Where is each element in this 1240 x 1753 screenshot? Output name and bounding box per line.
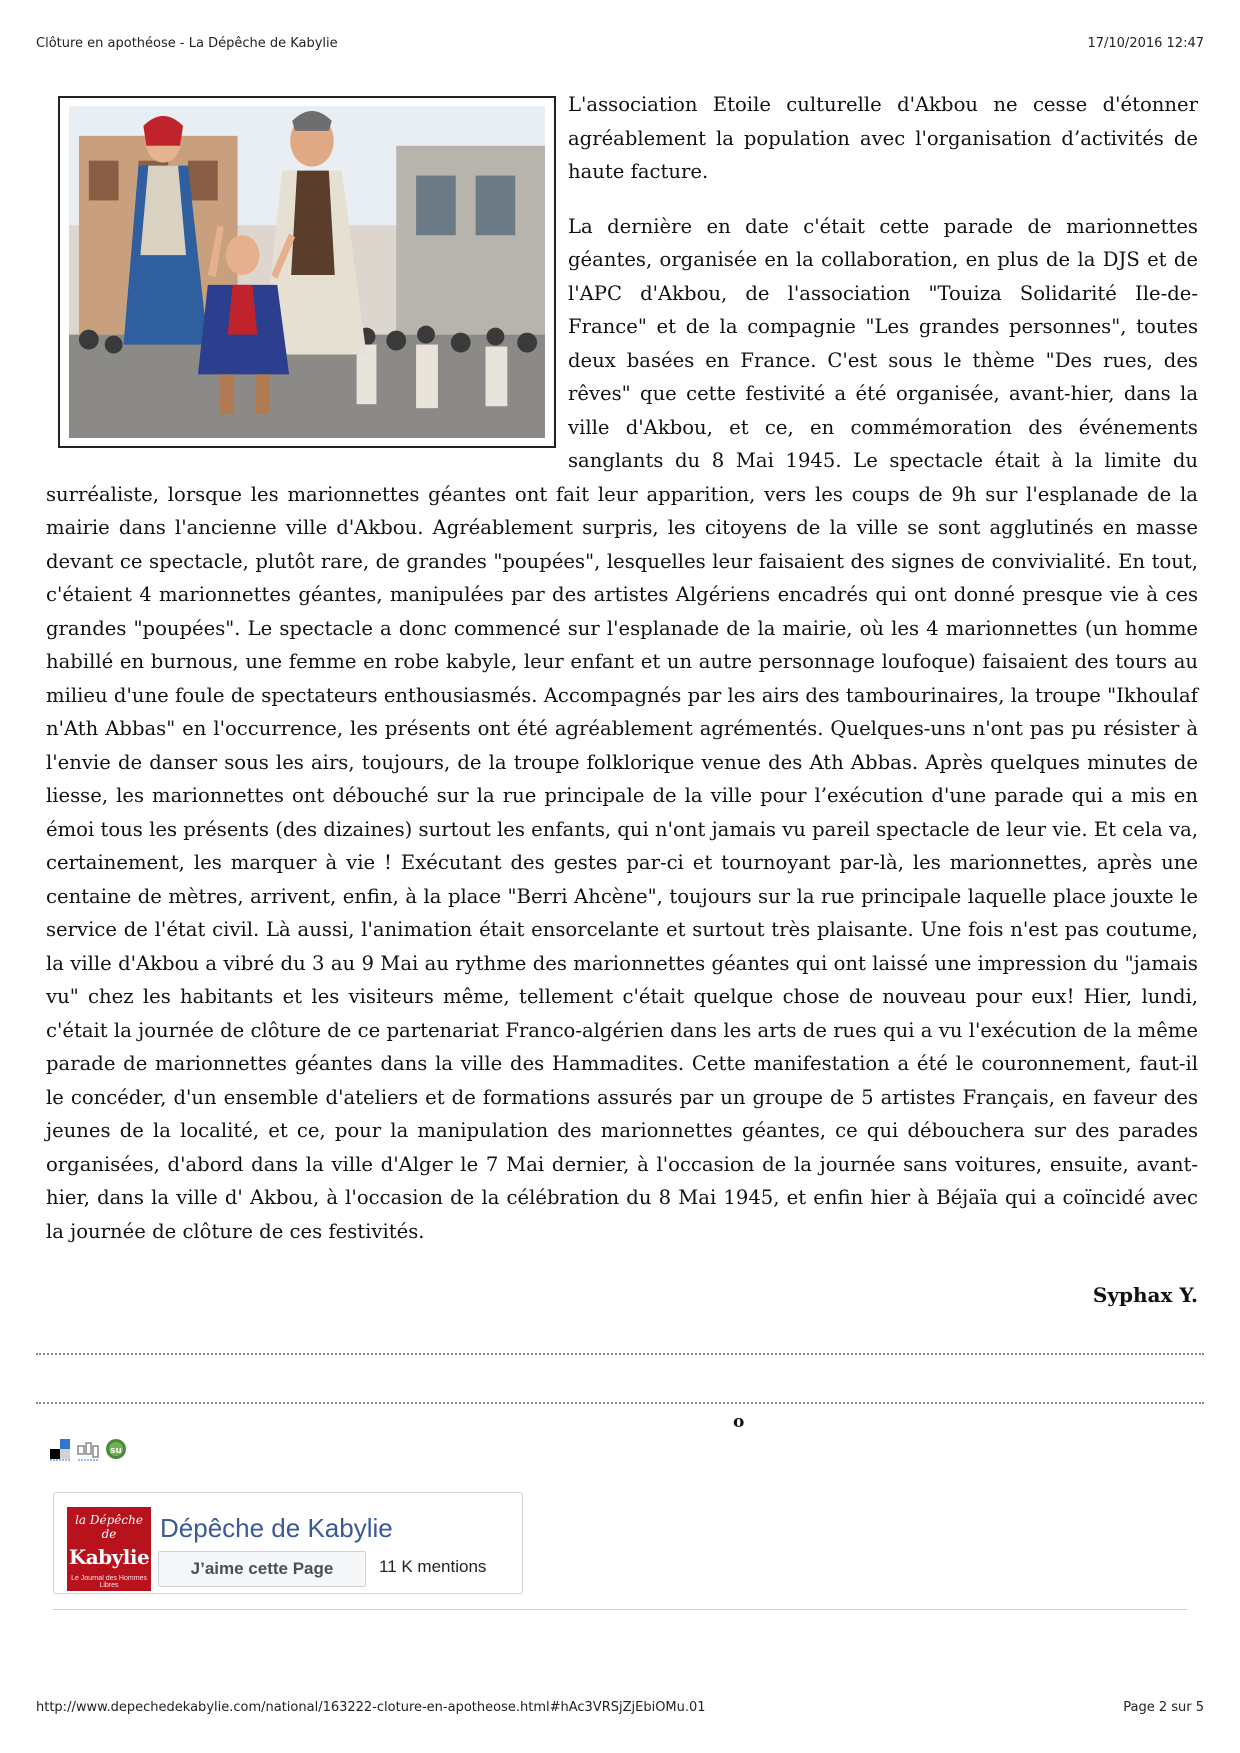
depeche-logo[interactable] xyxy=(67,1507,151,1591)
giant-puppets-photo xyxy=(69,106,545,438)
facebook-page-name[interactable]: Dépêche de Kabylie xyxy=(160,1513,393,1543)
logo-line-3: Le Journal des Hommes Libres xyxy=(71,1575,147,1589)
article-paragraph-main: La dernière en date c'était cette parade de marionnettes géantes, organisée en la collaboration, en plus de la DJS et de l'APC d'Akbou, de l'association "Touiza Solidarité Ile-de-France" et de la compagnie "Les grandes personnes", toutes deux basées en France. C'est sous le thème "Des rues, des rêves" que cette festivité a été organisée, avant-hier, dans la ville d'Akbou, et ce, en commémoration des événements sanglants du 8 Mai 1945. Le spectacle était à la limite du surréaliste, lorsque les marionnettes géantes ont fait leur apparition, vers les coups de 9h sur l'esplanade de la mairie dans l'ancienne ville d'Akbou. Agréablement surpris, les citoyens de la ville se sont agglutinés en masse devant ce spectacle, plutôt rare, de grandes "poupées", lesquelles leur faisaient des signes de convivialité. En tout, c'étaient 4 marionnettes géantes, manipulées par des artistes Algériens encadrés qui ont donné presque vie à ces grandes "poupées". Le spectacle a donc commencé sur l'esplanade de la mairie, où les 4 marionnettes (un homme habillé en burnous, une femme en robe kabyle, leur enfant et un autre personnage loufoque) faisaient des tours au milieu d'une foule de spectateurs enthousiasmés. Accompagnés par les airs des tambourinaires, la troupe "Ikhoulaf n'Ath Abbas" en l'occurrence, les présents ont été agréablement agrémentés. Quelques-uns n'ont pas pu résister à l'envie de danser sous les airs, toujours, de la troupe folklorique venue des Ath Abbas. Après quelques minutes de liesse, les marionnettes ont débouché sur la rue principale de la ville pour l’exécution d'une parade qui a mis en émoi tous les présents (des dizaines) surtout les enfants, qui n'ont jamais vu pareil spectacle de leur vie. Et cela va, certainement, les marquer à vie ! Exécutant des gestes par-ci et tournoyant par-là, les marionnettes, après une centaine de mètres, arrivent, enfin, à la place "Berri Ahcène", toujours sur la rue principale laquelle place jouxte le service de l'état civil. Là aussi, l'animation était ensorcelante et surtout très plaisante. Une fois n'est pas coutume, la ville d'Akbou a vibré du 3 au 9 Mai au rythme des marionnettes géantes qui ont laissé une impression du "jamais vu" chez les habitants et les visiteurs même, tellement c'était quelque chose de nouveau pour eux! Hier, lundi, c'était la journée de clôture de ce partenariat Franco-algérien dans les arts de rues qui a vu l'exécution de la même parade de marionnettes géantes dans la ville des Hammadites. Cette manifestation a été le couronnement, faut-il le concéder, d'un ensemble d'ateliers et de formations assurés par un groupe de 5 artistes Français, en faveur des jeunes de la localité, et ce, pour la manipulation des marionnettes géantes, ce qui débouchera sur des parades organisées, d'abord dans la ville d'Alger le 7 Mai dernier, à l'occasion de la journée sans voitures, ensuite, avant-hier, dans la ville d' Akbou, à l'occasion de la célébration du 8 Mai 1945, et enfin hier à Béjaïa qui a coïncidé avec la journée de clôture de ces festivités. xyxy=(46,214,1198,1243)
print-url: http://www.depechedekabylie.com/national/163222-cloture-en-apotheose.html#hAc3VRSjZjEbiOMu.01 xyxy=(36,1700,706,1715)
like-page-button[interactable]: J’aime cette Page xyxy=(158,1551,366,1587)
print-page-title: Clôture en apothéose - La Dépêche de Kabylie xyxy=(36,36,338,51)
article-photo xyxy=(58,96,556,448)
logo-line-1: la Dépêche de xyxy=(75,1513,143,1541)
article-paragraph-intro: L'association Etoile culturelle d'Akbou ne cesse d'étonner agréablement la population avec l'organisation d’activités de haute facture. xyxy=(568,93,1198,183)
logo-line-2: Kabylie xyxy=(68,1545,150,1569)
widget-divider xyxy=(53,1609,1187,1610)
print-footer xyxy=(36,1700,1204,1715)
print-header xyxy=(36,36,1204,51)
dotted-divider xyxy=(36,1353,1204,1355)
page-indicator: Page 2 sur 5 xyxy=(1123,1700,1204,1715)
share-icons xyxy=(48,1437,128,1461)
dotted-divider xyxy=(36,1402,1204,1404)
digg-icon[interactable] xyxy=(76,1437,100,1461)
print-datetime: 17/10/2016 12:47 xyxy=(1087,36,1204,51)
stumbleupon-icon[interactable] xyxy=(104,1437,128,1461)
separator-mark: o xyxy=(733,1412,745,1432)
article-signature: Syphax Y. xyxy=(1092,1283,1198,1307)
delicious-icon[interactable] xyxy=(48,1437,72,1461)
likes-count: 11 K mentions xyxy=(379,1557,487,1576)
svg-text:su: su xyxy=(110,1446,122,1456)
article-body xyxy=(46,88,1198,1269)
facebook-page-widget xyxy=(53,1492,523,1594)
